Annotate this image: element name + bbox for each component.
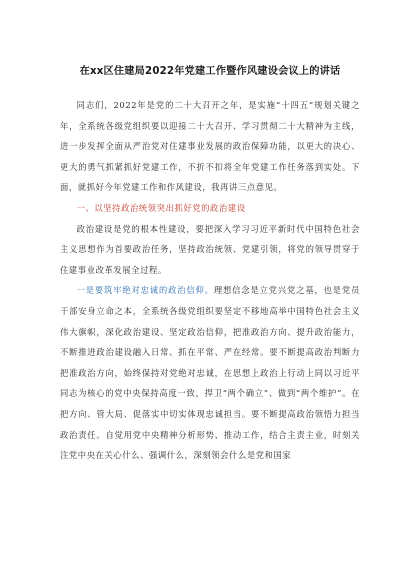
section-heading: 一、以坚持政治统领突出抓好党的政治建设 bbox=[76, 202, 246, 213]
body-paragraph: 政治建设是党的根本性建设，要把深入学习习近平新时代中国特色社会主义思想作为首要政治任务，坚持政治统领、党建引领，将党的领导贯穿于住建事业改革发展全过程。 bbox=[60, 223, 360, 275]
document-page bbox=[60, 62, 360, 466]
document-title: 在xx区住建局2022年党建工作暨作风建设会议上的讲话 bbox=[79, 66, 341, 77]
body-paragraph-highlight bbox=[60, 280, 360, 465]
paragraph-text: 理想信念是立党兴党之基，也是党员干部安身立命之本，全系统各级党组织要坚定不移地高举中国特色社会主义伟大旗帜，深化政治建设、坚定政治信仰，把准政治方向、提升政治能力，不断推进政治建设融入日常、抓在平常、严在经常。要不断提高政治判断力把准政治方向，始终保持对党绝对忠诚，在思想上政治上行动上同以习近平同志为核心的党中央保持高度一致，捍卫“两个确立”、做到“两个维护”。在把方向、管大局、促落实中切实体现忠诚担当。要不断提高政治领悟力担当政治责任。自觉用党中央精神分析形势、推动工作，结合主责主业，时刻关注党中央在关心什么、强调什么，深刻领会什么是党和国家 bbox=[60, 285, 360, 461]
highlighted-lead-text: 一是要筑牢绝对忠诚的政治信仰。 bbox=[76, 285, 214, 296]
intro-paragraph: 同志们，2022年是党的二十大召开之年，是实施“十四五”规划关键之年，全系统各级党组织要以迎接二十大召开、学习贯彻二十大精神为主线，进一步发挥全面从严治党对住建事业发展的政治保障功能，以更大的决心、更大的勇气抓紧抓好党建工作，不折不扣将全年党建工作任务落到实处。下面，就抓好今年党建工作和作风建设，我再讲三点意见。 bbox=[60, 100, 360, 193]
